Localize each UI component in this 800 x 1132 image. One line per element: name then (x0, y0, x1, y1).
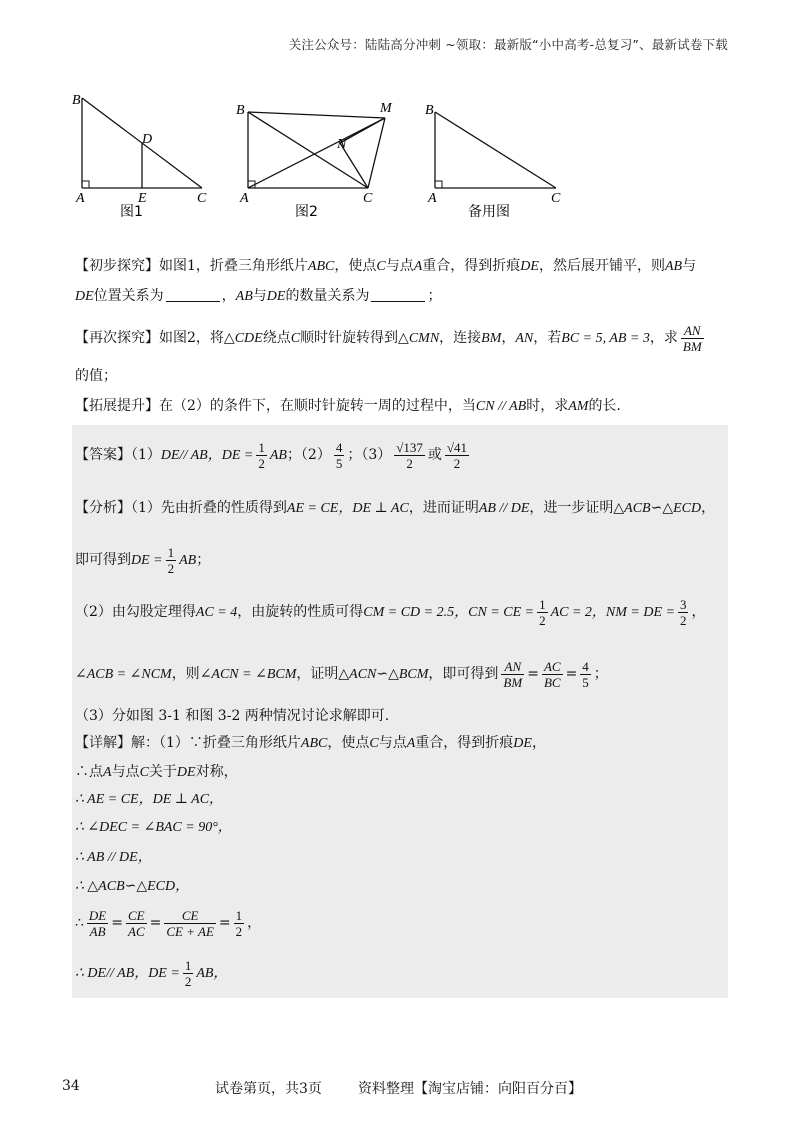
detail-line8: ∴ DE// AB，DE = $\frac{1}{2}$ AB， (75, 957, 228, 989)
figure-2 (248, 112, 385, 188)
fig1-label-e: E (138, 191, 147, 206)
analysis-line1: 【分析】（1）先由折叠的性质得到AE = CE，DE ⊥ AC，进而证明AB // DE，进一步证明△ACB∽△ECD， (75, 500, 716, 516)
footer-page-info: 试卷第页，共3页 (215, 1081, 322, 1097)
fig3-label-c: C (551, 191, 561, 206)
fig2-caption: 图2 (295, 204, 318, 220)
detail-tag: 【详解】 (75, 735, 131, 751)
figure-3 (435, 112, 556, 188)
q1-line1: 【初步探究】如图1，折叠三角形纸片ABC，使点C与点A重合，得到折痕DE，然后展开铺平，则AB与 (75, 258, 697, 274)
q1-line2: DE位置关系为 ，AB与DE的数量关系为 ； (75, 288, 442, 304)
q3-tag: 【拓展提升】 (75, 398, 159, 414)
fig2-label-m: M (380, 101, 392, 116)
q2-line1: 【再次探究】如图2，将△CDE绕点C顺时针旋转得到△CMN，连接BM，AN，若BC = 5, AB = 3，求 $\frac{AN}{BM}$ (75, 322, 702, 354)
fig2-label-c: C (363, 191, 373, 206)
fig3-label-a: A (428, 191, 437, 206)
analysis-tag: 【分析】 (75, 500, 131, 516)
fig2-label-b: B (236, 103, 245, 118)
answer-line: 【答案】（1）DE// AB，DE = $\frac{1}{2}$ AB；（2） $\frac{4}{5}$ ；（3） $\frac{√137}{2}$ 或 $\frac{√41}{2}$ (75, 439, 468, 471)
analysis-line2: 即可得到DE = $\frac{1}{2}$ AB； (75, 544, 211, 576)
fig1-caption: 图1 (120, 204, 143, 220)
detail-line3: ∴ AE = CE，DE ⊥ AC， (75, 792, 224, 807)
answer-blank-1[interactable] (166, 287, 220, 302)
answer-tag: 【答案】 (75, 447, 131, 463)
figures-row (60, 88, 700, 228)
fig3-caption: 备用图 (468, 204, 510, 220)
q3-line: 【拓展提升】在（2）的条件下，在顺时针旋转一周的过程中，当CN // AB时，求AM的长. (75, 398, 621, 414)
fig1-label-c: C (197, 191, 207, 206)
detail-line7: ∴ $\frac{DE}{AB}$ = $\frac{CE}{AC}$ = $\frac{CE}{CE + AE}$ = $\frac{1}{2}$ ， (75, 907, 262, 939)
answer-blank-2[interactable] (371, 287, 425, 302)
geometry-figures (60, 88, 740, 228)
fig2-label-a: A (240, 191, 249, 206)
analysis-line4: ∠ACB = ∠NCM，则∠ACN = ∠BCM，证明△ACN∽△BCM，即可得到 $\frac{AN}{BM}$ = $\frac{AC}{BC}$ = $\frac{4}{5}$ ； (75, 658, 608, 690)
q2-fraction: $\frac{AN}{BM}$ (682, 322, 702, 354)
fig2-label-n: N (337, 137, 347, 152)
q2-tag: 【再次探究】 (75, 330, 159, 346)
detail-line1: 【详解】解：（1）∵折叠三角形纸片ABC，使点C与点A重合，得到折痕DE， (75, 735, 546, 751)
q1-tag: 【初步探究】 (75, 258, 159, 274)
q2-line2: 的值； (75, 368, 117, 384)
analysis-line5: （3）分如图 3-1 和图 3-2 两种情况讨论求解即可. (75, 708, 390, 724)
detail-line5: ∴ AB // DE， (75, 850, 152, 865)
footer-source: 资料整理【淘宝店铺：向阳百分百】 (358, 1081, 582, 1097)
fig1-label-d: D (142, 132, 153, 147)
detail-line2: ∴点A与点C关于DE对称， (75, 764, 238, 780)
fig1-label-a: A (76, 191, 85, 206)
page-number: 34 (62, 1078, 80, 1094)
detail-line4: ∴ ∠DEC = ∠BAC = 90°， (75, 820, 232, 835)
analysis-line3: （2）由勾股定理得AC = 4，由旋转的性质可得CM = CD = 2.5，CN = CE = $\frac{1}{2}$ AC = 2，NM = DE = $\frac{3}{2}$ ， (75, 596, 706, 628)
detail-line6: ∴ △ACB∽△ECD， (75, 879, 190, 894)
fig1-label-b: B (72, 93, 81, 108)
page-header: 关注公众号：陆陆高分冲刺 ~领取：最新版“小中高考-总复习”、最新试卷下载 (288, 37, 728, 52)
fig3-label-b: B (425, 103, 434, 118)
